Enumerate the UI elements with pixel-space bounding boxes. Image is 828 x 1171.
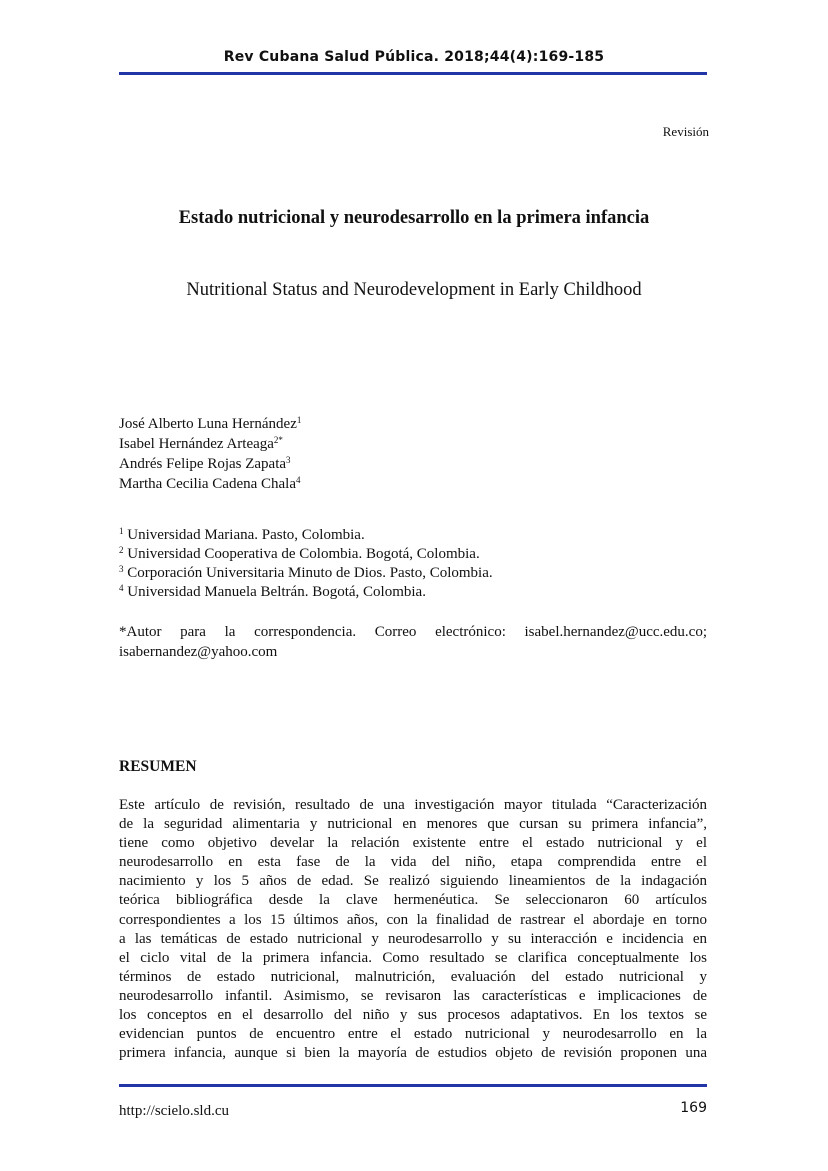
author-affiliation-mark: 4 (296, 475, 301, 485)
abstract-line: tiene como objetivo develar la relación existente entre el estado nutricional y el (119, 835, 707, 852)
author-affiliation-mark: 2* (273, 435, 283, 445)
author-affiliation-mark: 1 (296, 415, 302, 425)
abstract-line: neurodesarrollo en esta fase de la vida del niño, etapa comprendida entre el (119, 854, 707, 871)
title-english: Nutritional Status and Neurodevelopment in Early Childhood (186, 280, 642, 300)
affiliation: $^4$ Universidad Manuela Beltrán. Bogotá, Colombia. (119, 583, 426, 600)
abstract-line: los conceptos en el desarrollo del niño y sus procesos adaptativos. En los textos se (119, 1007, 707, 1024)
abstract-line: correspondientes a los 15 últimos años, con la finalidad de rastrear el abordaje en torno (119, 911, 707, 928)
abstract-body (119, 796, 707, 1063)
author-affiliation-mark: 3 (286, 455, 291, 465)
abstract-line: el ciclo vital de la primera infancia. Como resultado se clarifica conceptualmente los (119, 949, 707, 966)
affiliation: $^3$ Corporación Universitaria Minuto de Dios. Pasto, Colombia. (119, 564, 493, 581)
abstract-line: términos de estado nutricional, malnutrición, evaluación del estado nutricional y (119, 968, 707, 985)
abstract-line: teórica bibliográfica desde la clave hermenéutica. Se seleccionaron 60 artículos (119, 892, 707, 909)
abstract-line: Este artículo de revisión, resultado de una investigación mayor titulada “Caracterización (119, 797, 707, 813)
affiliation: $^2$ Universidad Cooperativa de Colombia. Bogotá, Colombia. (119, 545, 480, 562)
footer-url[interactable]: http://scielo.sld.cu (119, 1103, 229, 1119)
affiliation-list (119, 526, 493, 602)
author: José Alberto Luna Hernández$^1$ (119, 415, 302, 432)
abstract-line: neurodesarrollo infantil. Asimismo, se revisaron las características e implicaciones de (119, 987, 707, 1004)
journal-header: Rev Cubana Salud Pública. 2018;44(4):169-185 (223, 49, 605, 65)
section-type: Revisión (662, 124, 709, 139)
abstract-line: de la seguridad alimentaria y nutricional en menores que cursan su primera infancia”, (119, 816, 707, 833)
affiliation: $^1$ Universidad Mariana. Pasto, Colombia. (119, 526, 365, 543)
resumen-heading: RESUMEN (119, 758, 197, 775)
abstract-line: a las temáticas de estado nutricional y neurodesarrollo y su interacción e incidencia en (119, 930, 707, 947)
author: Martha Cecilia Cadena Chala$^4$ (119, 475, 301, 492)
footer-rule (119, 1084, 707, 1087)
abstract-line: evidencian puntos de encuentro entre el estado nutricional y neurodesarrollo en la (119, 1026, 707, 1043)
abstract-line: nacimiento y los 5 años de edad. Se realizó siguiendo lineamientos de la indagación (119, 873, 707, 890)
author: Isabel Hernández Arteaga$^{2*}$ (119, 435, 283, 452)
correspondence-email: isabernandez@yahoo.com (119, 644, 278, 660)
author-list (119, 414, 301, 494)
page-number: 169 (680, 1100, 707, 1116)
header-rule (119, 72, 707, 75)
correspondence-line: *Autor para la correspondencia. Correo electrónico: isabel.hernandez@ucc.edu.co; (119, 624, 707, 640)
correspondence-note (119, 622, 707, 662)
title-spanish: Estado nutricional y neurodesarrollo en la primera infancia (178, 208, 650, 228)
author: Andrés Felipe Rojas Zapata$^3$ (119, 455, 291, 472)
abstract-line: primera infancia, aunque si bien la mayoría de estudios objeto de revisión proponen una (119, 1045, 707, 1062)
